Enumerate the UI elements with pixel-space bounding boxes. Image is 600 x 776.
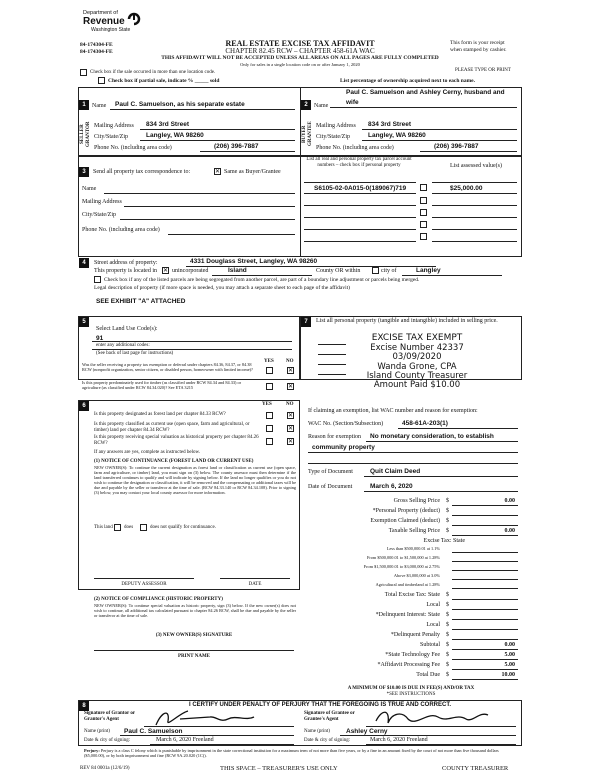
print-name-label: PRINT NAME xyxy=(178,654,210,659)
multi-location-label: Check box if the sale occurred in more than one location code. xyxy=(90,70,216,75)
street-address-label: Street address of property: xyxy=(94,260,158,266)
stamp-line-1: EXCISE TAX EXEMPT xyxy=(371,333,463,343)
excise-tax-header: Excise Tax: State xyxy=(423,538,465,544)
see-instructions-note: *SEE INSTRUCTIONS xyxy=(386,692,436,697)
buyer-phone[interactable]: (206) 396-7887 xyxy=(434,143,479,150)
s5-q2-yes-checkbox[interactable] xyxy=(266,383,273,390)
does-not-label: does not qualify for continuance. xyxy=(150,525,216,530)
assessed-value[interactable]: $25,000.00 xyxy=(450,185,483,192)
tax-dollar-11: $ xyxy=(446,652,449,658)
county-treasurer-label: COUNTY TREASURER xyxy=(442,765,509,772)
tax-dollar-7: $ xyxy=(446,612,449,618)
tax-dollar-6: $ xyxy=(446,602,449,608)
grantee-date[interactable]: March 6, 2020 Freeland xyxy=(370,737,428,743)
grantor-name-print[interactable]: Paul C. Samuelson xyxy=(124,728,183,735)
multi-location-checkbox[interactable] xyxy=(80,69,87,76)
form-title: REAL ESTATE EXCISE TAX AFFIDAVIT xyxy=(225,39,375,48)
s5-no-header: NO xyxy=(286,359,294,364)
land-does-label: This land xyxy=(94,525,113,530)
buyer-phone-label: Phone No. (including area code) xyxy=(316,145,394,151)
perjury-notice xyxy=(84,749,520,759)
street-address[interactable]: 4331 Douglass Street, Langley, WA 98260 xyxy=(190,258,318,265)
s5-yes-header: YES xyxy=(264,359,274,364)
personal-property-deduct-label: *Personal Property (deduct) xyxy=(372,508,440,514)
tax-dollar-2: $ xyxy=(446,508,449,514)
buyer-side-label: BUYER GRANTEE xyxy=(302,121,313,147)
dor-logo xyxy=(83,10,143,38)
tax-dollar-1: $ xyxy=(446,498,449,504)
form-code-2: 84-174304-FE xyxy=(80,49,113,55)
s6-no-header: NO xyxy=(286,402,294,407)
rate-row-1: Less than $500,000.01 at 1.1% xyxy=(386,546,440,551)
section-4-number: 4 xyxy=(79,258,89,268)
grantee-date-label: Date & city of signing: xyxy=(304,738,351,743)
s5-q1-yes-checkbox[interactable] xyxy=(266,367,273,374)
perjury-body: Perjury is a class C felony which is punishable by imprisonment in the state correctional institution for a maximum term of not more than five years, or by a fine in an amount fixed by the court of not more than five thousand dollars ($5,000.00), or by both imprisonment and fine (RCW 9A.20.020 (1C)). xyxy=(84,748,499,758)
buyer-address-label: Mailing Address xyxy=(316,123,356,129)
form-warning: THIS AFFIDAVIT WILL NOT BE ACCEPTED UNLESS ALL AREAS ON ALL PAGES ARE FULLY COMPLETED xyxy=(161,55,439,61)
total-due-label: Total Due xyxy=(416,672,440,678)
total-excise-state-label: Total Excise Tax: State xyxy=(384,592,440,598)
s6-q3-no-checkbox[interactable]: ✕ xyxy=(288,438,294,445)
form-subtitle: CHAPTER 82.45 RCW – CHAPTER 458-61A WAC xyxy=(225,47,375,55)
parcel-1-personal-checkbox[interactable] xyxy=(420,184,427,191)
tax-dollar-3: $ xyxy=(446,518,449,524)
reason-line-1[interactable]: No monetary consideration, to establish xyxy=(370,433,494,440)
dept-name: Revenue xyxy=(83,16,125,27)
city-of-checkbox[interactable] xyxy=(372,267,379,274)
send-correspondence-label: Send all property tax correspondence to: xyxy=(93,169,191,175)
tax-dollar-8: $ xyxy=(446,622,449,628)
assessed-header: List assessed value(s) xyxy=(450,163,502,169)
section-2-number: 2 xyxy=(301,100,311,110)
seller-city[interactable]: Langley, WA 98260 xyxy=(146,132,204,139)
taxable-selling-price-value[interactable]: 0.00 xyxy=(504,528,515,534)
receipt-note-1: This form is your receipt xyxy=(450,40,505,46)
parcel-5-personal-checkbox[interactable] xyxy=(420,233,427,240)
unincorporated-checkbox[interactable]: ✕ xyxy=(163,267,169,274)
city-name[interactable]: Langley xyxy=(416,267,441,274)
buyer-city-label: City/State/Zip xyxy=(316,134,350,140)
s6-q3-yes-checkbox[interactable] xyxy=(266,438,273,445)
dept-state: Washington State xyxy=(91,27,131,33)
exempt-stamp xyxy=(352,334,482,391)
taxable-selling-price-label: Taxable Selling Price xyxy=(388,528,440,534)
county-name[interactable]: Island xyxy=(228,267,247,274)
notice1-title: (1) NOTICE OF CONTINUANCE (FOREST LAND OR CURRENT USE) xyxy=(94,459,254,464)
buyer-name-line2[interactable]: wife xyxy=(346,99,359,106)
exemption-claimed-label: Exemption Claimed (deduct) xyxy=(370,518,440,524)
seller-phone[interactable]: (206) 396-7887 xyxy=(214,143,259,150)
s3-city-label: City/State/Zip xyxy=(82,212,116,218)
section-1-number: 1 xyxy=(79,100,89,110)
dept-line: Department of xyxy=(83,10,118,16)
s6-q1-yes-checkbox[interactable] xyxy=(266,412,273,419)
see-back-label: (See back of last page for instructions) xyxy=(96,351,174,356)
delinquent-interest-local-label: Local xyxy=(426,622,440,628)
total-due-value[interactable]: 10.00 xyxy=(501,672,515,678)
certify-statement: I CERTIFY UNDER PENALTY OF PERJURY THAT THE FOREGOING IS TRUE AND CORRECT. xyxy=(188,702,452,708)
city-of-label: city of xyxy=(381,268,397,274)
tax-dollar-12: $ xyxy=(446,662,449,668)
land-use-code[interactable]: 91 xyxy=(96,335,104,342)
sales-note: Only for sales in a single location code on or after January 1, 2020 xyxy=(240,62,360,67)
grantor-date[interactable]: March 6, 2020 Freeland xyxy=(156,737,214,743)
doc-type[interactable]: Quit Claim Deed xyxy=(370,468,421,475)
s5-question-2: Is this property predominately used for timber (as classified under RCW 84.34 and 84.33) or agriculture (as classified under RCW 84.34.020)? See ETA 3215 xyxy=(82,380,242,390)
seller-side-label: SELLER GRANTOR xyxy=(80,121,91,147)
rate-row-4: Above $3,000,000 at 3.0% xyxy=(393,573,440,578)
local-tax-label: Local xyxy=(426,602,440,608)
seller-phone-label: Phone No. (including area code) xyxy=(94,145,172,151)
grantor-date-label: Date & city of signing: xyxy=(84,738,131,743)
personal-property-label: List all personal property (tangible and intangible) included in selling price. xyxy=(316,318,498,324)
grantee-signature-label: Signature of Grantee or Grantee's Agent xyxy=(304,711,355,722)
section-5-number: 5 xyxy=(79,317,89,327)
form-code-1: 84-174304-FE xyxy=(80,42,113,48)
wac-label: WAC No. (Section/Subsection) xyxy=(308,421,384,427)
grantor-signature-label: Signature of Grantor or Grantor's Agent xyxy=(84,711,135,722)
section-8-number: 8 xyxy=(79,701,89,711)
seller-name-label: Name xyxy=(92,103,107,109)
section-3-number: 3 xyxy=(79,167,89,177)
county-or-label: County OR within xyxy=(316,268,361,274)
if-yes-note: If any answers are yes, complete as instructed below. xyxy=(94,450,201,455)
section-6-number: 6 xyxy=(79,401,89,411)
claim-exemption-label: If claiming an exemption, list WAC number and reason for exemption: xyxy=(308,408,478,414)
grantee-name-print[interactable]: Ashley Cerny xyxy=(346,728,388,735)
parcel-3-personal-checkbox[interactable] xyxy=(420,209,427,216)
grantee-name-print-label: Name (print) xyxy=(304,729,330,734)
s5-question-1: Was the seller receiving a property tax exemption or deferral under chapters 84.36, 84.37, or 84.38 RCW (nonprofit organization, senior citizen, or disabled person, homeowner with limited income)? xyxy=(82,362,253,372)
dor-mark-icon xyxy=(127,12,141,26)
gross-selling-price-value[interactable]: 0.00 xyxy=(504,498,515,504)
parcel-number[interactable]: S6105-02-0A015-0(189067)719 xyxy=(314,185,407,192)
partial-sale-label: Check box if partial sale, indicate % _____ sold xyxy=(108,78,220,84)
additional-codes-label: enter any additional codes: xyxy=(96,343,150,348)
does-qualify-checkbox[interactable] xyxy=(114,524,121,531)
rate-row-3: From $1,500,000.01 to $3,000,000 at 2.75% xyxy=(363,564,440,569)
does-not-qualify-checkbox[interactable] xyxy=(140,524,147,531)
subtotal-value[interactable]: 0.00 xyxy=(504,642,515,648)
tax-dollar-5: $ xyxy=(446,592,449,598)
type-print: PLEASE TYPE OR PRINT xyxy=(455,68,511,73)
parcel-header: List all real and personal property tax parcel account numbers – check box if personal property xyxy=(306,157,412,168)
notice2-title: (2) NOTICE OF COMPLIANCE (HISTORIC PROPERTY) xyxy=(94,597,223,602)
s6-q1-no-checkbox[interactable]: ✕ xyxy=(288,412,294,419)
reason-label: Reason for exemption xyxy=(308,434,361,440)
seller-name[interactable]: Paul C. Samuelson, as his separate estate xyxy=(115,101,245,108)
parcel-4-personal-checkbox[interactable] xyxy=(420,221,427,228)
rate-row-2: From $500,000.01 to $1,500,000 at 1.28% xyxy=(366,555,440,560)
stamp-line-4: Wanda Grone, CPA xyxy=(377,361,457,372)
s6-yes-header: YES xyxy=(262,402,272,407)
buyer-city[interactable]: Langley, WA 98260 xyxy=(368,132,426,139)
stamp-line-6: Amount Paid $10.00 xyxy=(373,380,461,391)
doc-date-label: Date of Document xyxy=(308,484,353,490)
minimum-due-note: A MINIMUM OF $10.00 IS DUE IN FEE(S) AND/OR TAX xyxy=(347,686,475,691)
parcel-2-personal-checkbox[interactable] xyxy=(420,197,427,204)
notice2-body: NEW OWNER(S): To continue special valuation as historic property, sign (3) below. If the new owner(s) does not wish to continue, all additional tax calculated pursuant to chapter 84.26 RCW, shall be due and payable by the seller or transferor at the time of sale. xyxy=(94,603,296,618)
s6-question-2: Is this property classified as current use (open space, farm and agricultural, or timber) land per chapter 84.34 RCW? xyxy=(94,422,250,433)
rev-number: REV 84 0001a (12/6/19) xyxy=(80,766,130,771)
perjury-title: Perjury: xyxy=(84,748,100,753)
state-tech-fee-value[interactable]: 5.00 xyxy=(504,652,515,658)
s3-phone-label: Phone No. (including area code) xyxy=(82,227,160,233)
legal-desc-label: Legal description of property (if more space is needed, you may attach a separate sheet to each page of the affidavit) xyxy=(94,285,350,291)
buyer-name-line1[interactable]: Paul C. Samuelson and Ashley Cerny, husband and xyxy=(346,89,505,96)
s6-q2-yes-checkbox[interactable] xyxy=(266,425,273,432)
tax-dollar-10: $ xyxy=(446,642,449,648)
delinquent-interest-state-label: *Delinquent Interest: State xyxy=(375,612,440,618)
delinquent-penalty-label: *Delinquent Penalty xyxy=(390,632,440,638)
buyer-address[interactable]: 834 3rd Street xyxy=(368,121,411,128)
land-use-label: Select Land Use Code(s): xyxy=(96,326,158,332)
grantor-name-print-label: Name (print) xyxy=(84,729,110,734)
segregated-checkbox[interactable] xyxy=(94,276,101,283)
state-tech-fee-label: *State Technology Fee xyxy=(385,652,440,658)
tax-dollar-9: $ xyxy=(446,632,449,638)
does-label: does xyxy=(124,525,134,530)
deputy-date-label: DATE xyxy=(248,582,262,587)
same-as-buyer-checkbox[interactable]: ✕ xyxy=(215,168,221,175)
treasurer-space-note: THIS SPACE – TREASURER'S USE ONLY xyxy=(220,765,338,772)
subtotal-label: Subtotal xyxy=(419,642,440,648)
partial-sale-checkbox[interactable] xyxy=(98,77,105,84)
stamp-line-5: Island County Treasurer xyxy=(366,370,468,381)
tax-dollar-4: $ xyxy=(446,528,449,534)
s6-question-1: Is this property designated as forest land per chapter 84.33 RCW? xyxy=(94,412,226,417)
stamp-line-2: Excise Number 42337 xyxy=(370,342,464,353)
wac-number[interactable]: 458-61A-203(1) xyxy=(402,420,448,427)
doc-type-label: Type of Document xyxy=(308,469,353,475)
reason-line-2[interactable]: community property xyxy=(312,444,375,451)
stamp-line-3: 03/09/2020 xyxy=(392,352,442,363)
seller-address[interactable]: 834 3rd Street xyxy=(146,121,189,128)
located-in-label: This property is located in xyxy=(94,268,157,274)
gross-selling-price-label: Gross Selling Price xyxy=(393,498,440,504)
affidavit-fee-value[interactable]: 5.00 xyxy=(504,662,515,668)
affidavit-fee-label: *Affidavit Processing Fee xyxy=(377,662,440,668)
pct-ownership-label: List percentage of ownership acquired next to each name. xyxy=(340,78,475,84)
unincorporated-label: unincorporated xyxy=(172,268,209,274)
s6-question-3: Is this property receiving special valuation as historical property per chapter 84.26 RCW? xyxy=(94,435,259,446)
doc-date[interactable]: March 6, 2020 xyxy=(370,483,413,490)
buyer-name-label: Name xyxy=(314,103,329,109)
s5-q1-no-checkbox[interactable]: ✕ xyxy=(288,367,294,374)
s3-name-label: Name xyxy=(82,186,97,192)
s6-q2-no-checkbox[interactable]: ✕ xyxy=(288,425,294,432)
exhibit-note: SEE EXHIBIT "A" ATTACHED xyxy=(96,298,186,305)
segregated-note: Check box if any of the listed parcels are being segregated from another parcel, are part of a boundary line adjustment or parcels being merged. xyxy=(104,277,420,283)
new-owner-signature-label: (3) NEW OWNER(S) SIGNATURE xyxy=(155,633,233,638)
same-as-buyer-label: Same as Buyer/Grantee xyxy=(224,169,281,175)
receipt-note-2: when stamped by cashier. xyxy=(450,47,507,53)
notice1-body: NEW OWNER(S): To continue the current designation as forest land or classification as current use (open space, farm and agriculture, or timber) land, you must sign on (3) below. The county assessor must then determine if the land transferred continues to qualify and will indicate by signing below. If the land no longer qualifies or you do not wish to continue the designation or classification, it will be removed and the compensating or additional taxes will be due and payable by the seller or transferor at the time of sale. (RCW 84.33.140 or RCW 84.34.108). Prior to signing (3) below, you may contact your local county assessor for more information. xyxy=(94,465,296,495)
deputy-assessor-label: DEPUTY ASSESSOR xyxy=(121,582,167,587)
tax-dollar-13: $ xyxy=(446,672,449,678)
s5-q2-no-checkbox[interactable]: ✕ xyxy=(288,383,294,390)
seller-city-label: City/State/Zip xyxy=(94,134,128,140)
s3-address-label: Mailing Address xyxy=(82,199,122,205)
rate-row-5: Agricultural and timberland at 1.28% xyxy=(375,582,440,587)
section-7-number: 7 xyxy=(301,317,311,327)
seller-address-label: Mailing Address xyxy=(94,123,134,129)
